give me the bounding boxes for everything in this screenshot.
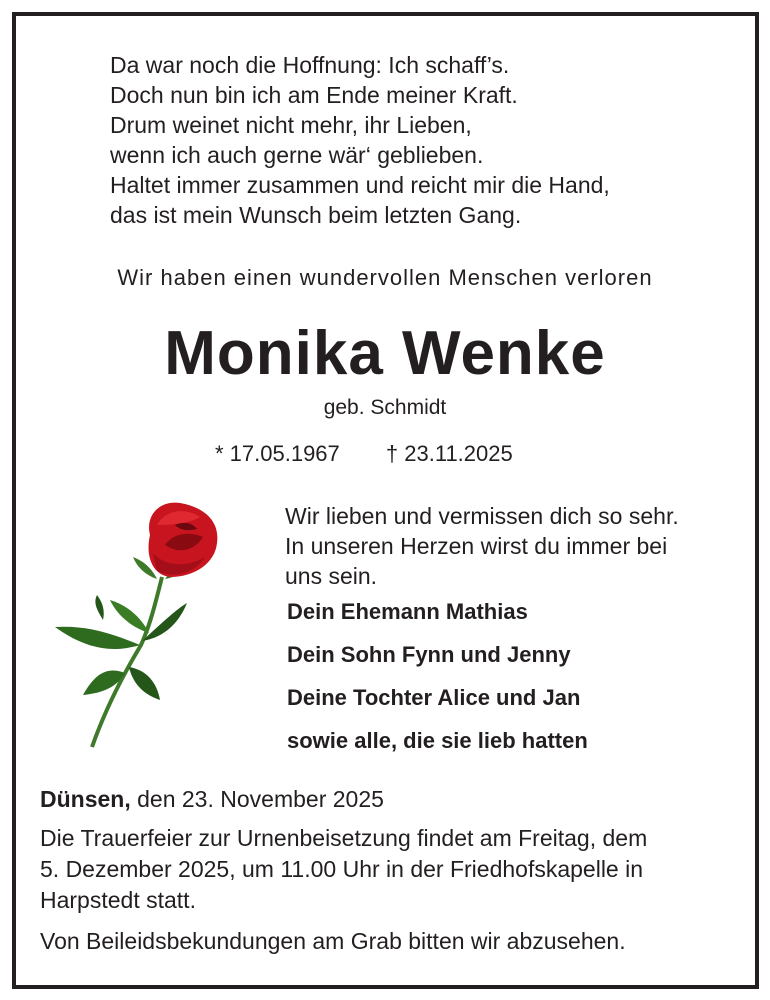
poem-line: Haltet immer zusammen und reicht mir die Hand, [110,172,610,198]
family-member: Dein Sohn Fynn und Jenny [287,642,571,667]
condolence-note: Von Beileidsbekundungen am Grab bitten wir abzusehen. [40,928,626,954]
family-member: Deine Tochter Alice und Jan [287,685,581,710]
message-line: Wir lieben und vermissen dich so sehr. [285,503,679,529]
poem-line: das ist mein Wunsch beim letzten Gang. [110,202,522,228]
ceremony-line: 5. Dezember 2025, um 11.00 Uhr in der Friedhofskapelle in [40,856,644,882]
poem-line: wenn ich auch gerne wär‘ geblieben. [110,142,484,168]
family-member: sowie alle, die sie lieb hatten [287,728,588,753]
death-date: † 23.11.2025 [385,441,513,466]
birth-date: * 17.05.1967 [215,441,340,466]
family-list [287,597,588,769]
message-line: uns sein. [285,563,378,589]
ceremony-line: Harpstedt statt. [40,887,196,913]
life-dates [215,441,513,467]
maiden-name: geb. Schmidt [323,396,447,419]
poem-line: Da war noch die Hoffnung: Ich schaff’s. [110,52,510,78]
family-member: Dein Ehemann Mathias [287,599,528,624]
poem-line: Drum weinet nicht mehr, ihr Lieben, [110,112,472,138]
poem-line: Doch nun bin ich am Ende meiner Kraft. [110,82,518,108]
message [285,501,755,591]
deceased-name: Monika Wenke [164,319,606,388]
place-date [40,786,384,813]
intro-text: Wir haben einen wundervollen Menschen verloren [117,265,653,290]
place-town: Dünsen, [40,786,131,812]
place-date-text: den 23. November 2025 [130,786,384,812]
ceremony-line: Die Trauerfeier zur Urnenbeisetzung findet am Freitag, dem [40,825,648,851]
poem [110,50,710,230]
ceremony-notice [40,823,740,916]
red-rose-icon [45,495,235,755]
message-line: In unseren Herzen wirst du immer bei [285,533,668,559]
